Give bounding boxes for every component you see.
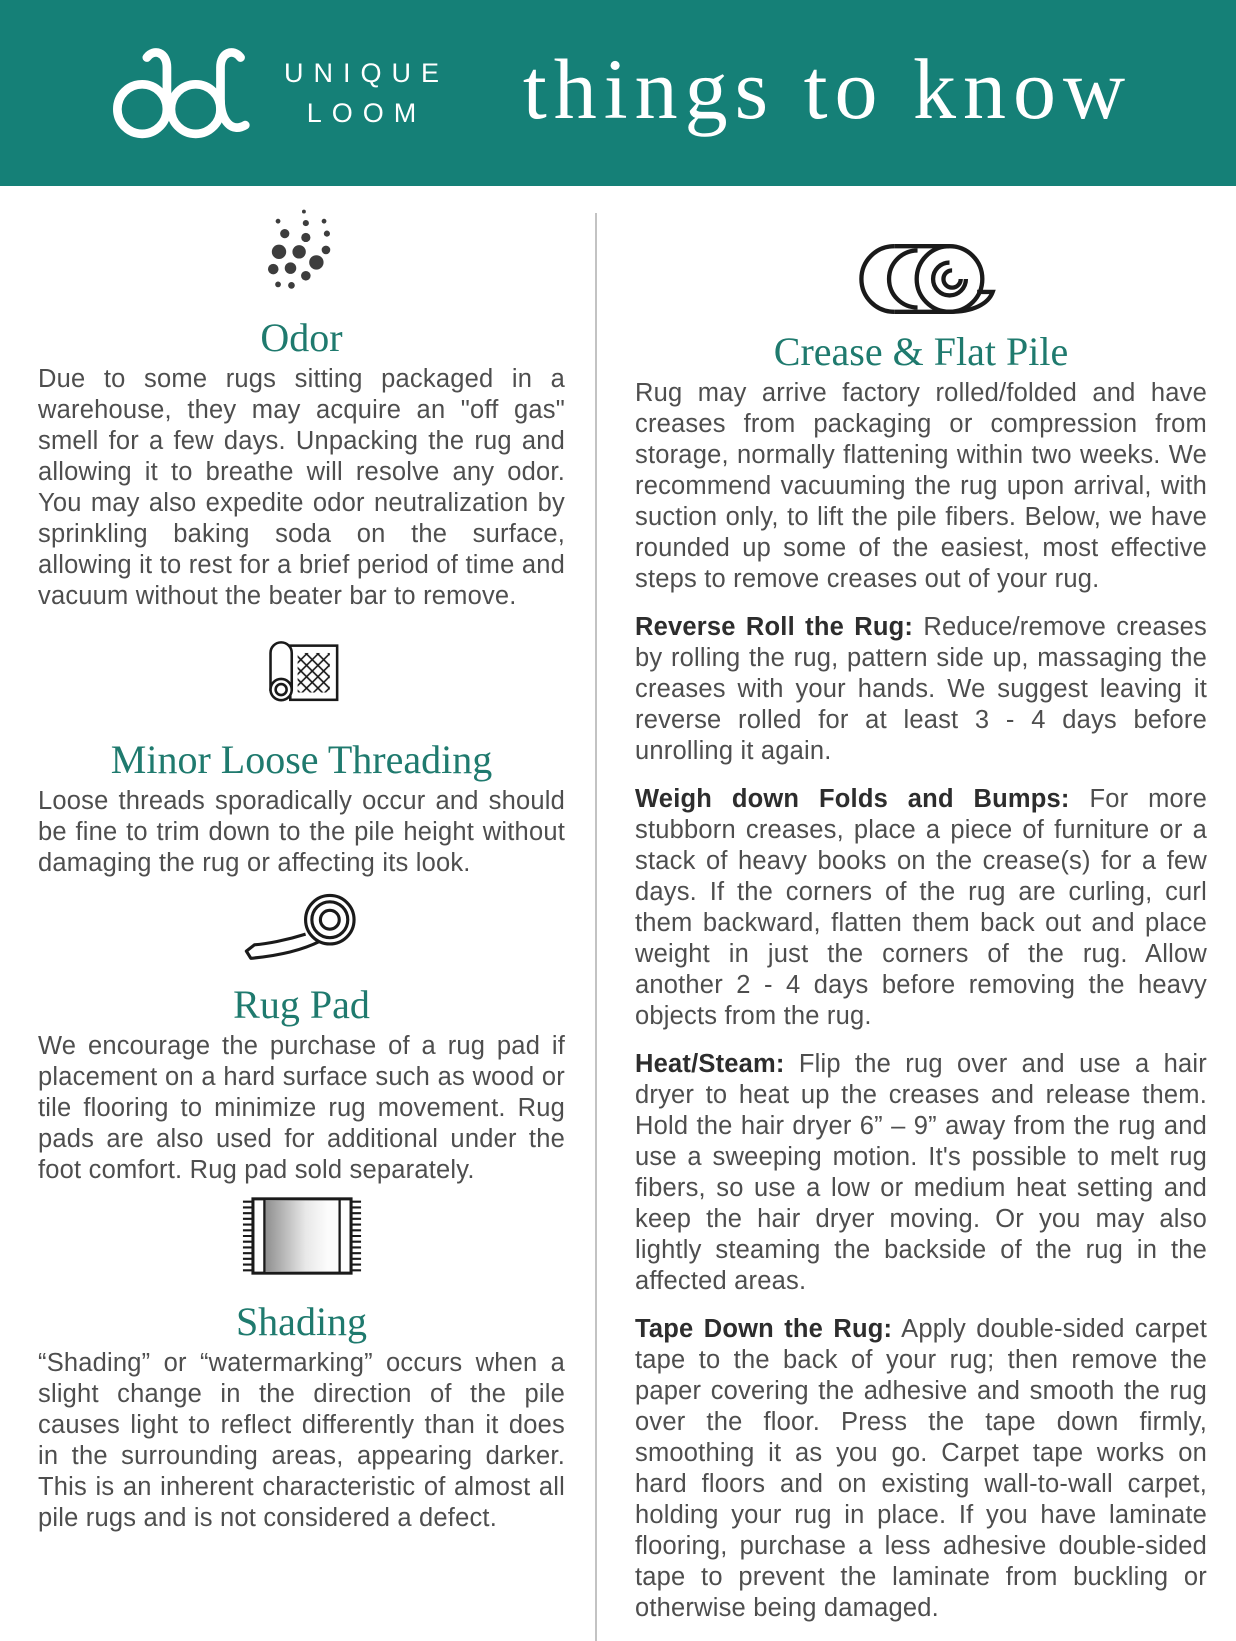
tip-label-weigh-down: Weigh down Folds and Bumps:: [635, 785, 1070, 813]
rolled-rug-icon: [38, 626, 565, 718]
unique-loom-glasses-logo-icon: [110, 44, 260, 142]
brand-name: [284, 53, 449, 133]
rug-pad-roll-icon: [38, 891, 565, 961]
section-body-minor-loose-threading: Loose threads sporadically occur and should be fine to trim down to the pile height without damaging the rug or affecting its look.: [38, 787, 565, 877]
section-minor-loose-threading: [38, 626, 565, 879]
tip-reverse-roll: [635, 612, 1207, 767]
section-heading-shading: Shading: [235, 1299, 368, 1344]
tip-tape-down: [635, 1314, 1207, 1624]
left-column: [38, 186, 565, 1641]
page-title: things to know: [522, 41, 1133, 137]
section-body-crease-intro: Rug may arrive factory rolled/folded and have creases from packaging or compression from storage, normally flattening within two weeks. We recommend vacuuming the rug upon arrival, with suction only, to lift the pile fibers. Below, we have rounded up some of the easiest, most effective steps to remove creases out of your rug.: [635, 379, 1207, 593]
brand-name-top: UNIQUE: [284, 58, 450, 88]
right-column: [635, 186, 1207, 1641]
section-odor: [38, 202, 565, 612]
creased-rug-roll-icon: [635, 240, 1207, 318]
column-divider: [595, 213, 597, 1641]
tip-label-reverse-roll: Reverse Roll the Rug:: [635, 613, 914, 641]
tip-text-tape-down: Apply double-sided carpet tape to the back of your rug; then remove the paper covering the adhesive and smooth the rug over the floor. Press the tape down firmly, smoothing it as you go. Carpet tape works on hard floors and on existing wall-to-wall carpet, holding your rug in place. If you have laminate flooring, purchase a less adhesive double-sided tape to prevent the laminate from buckling or otherwise being damaged.: [635, 1315, 1207, 1622]
section-shading: [38, 1196, 565, 1534]
section-body-shading: “Shading” or “watermarking” occurs when a slight change in the direction of the pile causes light to reflect differently than it does in the surrounding areas, appearing darker. This is an inherent characteristic of almost all pile rugs and is not considered a defect.: [38, 1349, 565, 1532]
shaded-rug-icon: [38, 1196, 565, 1276]
section-body-rug-pad: We encourage the purchase of a rug pad if placement on a hard surface such as wood or tile flooring to minimize rug movement. Rug pads are also used for additional under the foot comfort. Rug pad sold separately.: [38, 1032, 565, 1184]
section-heading-minor-loose-threading: Minor Loose Threading: [110, 737, 493, 782]
section-body-odor: Due to some rugs sitting packaged in a warehouse, they may acquire an "off gas" smell for a few days. Unpacking the rug and allowing it to breathe will resolve any odor. You may also expedite odor neutralization by sprinkling baking soda on the surface, allowing it to rest for a brief period of time and vacuum without the beater bar to remove.: [38, 365, 565, 610]
tip-label-tape-down: Tape Down the Rug:: [635, 1315, 893, 1343]
two-column-content: [0, 186, 1236, 1641]
tip-weigh-down: [635, 784, 1207, 1032]
odor-dots-icon: [38, 202, 565, 294]
header-banner: [0, 0, 1236, 186]
section-heading-rug-pad: Rug Pad: [233, 982, 370, 1027]
tip-text-weigh-down: For more stubborn creases, place a piece of furniture or a stack of heavy books on the crease(s) for a few days. If the corners of the rug are curling, curl them backward, flatten them back out and place weight in just the corners of the rug. Allow another 2 - 4 days before removing the heavy objects from the rug.: [635, 785, 1207, 1030]
tip-label-heat-steam: Heat/Steam:: [635, 1050, 785, 1078]
section-rug-pad: [38, 891, 565, 1186]
tip-text-heat-steam: Flip the rug over and use a hair dryer to heat up the creases and release them. Hold the hair dryer 6” – 9” away from the rug and use a sweeping motion. It's possible to melt rug fibers, so use a low or medium heat setting and keep the hair dryer moving. Or you may also lightly steaming the backside of the rug in the affected areas.: [635, 1050, 1207, 1295]
section-heading-crease-flat-pile: Crease & Flat Pile: [773, 329, 1069, 374]
brand-name-bottom: LOOM: [306, 98, 427, 128]
tip-text-reverse-roll: Reduce/remove creases by rolling the rug, pattern side up, massaging the creases with your hands. We suggest leaving it reverse rolled for at least 3 - 4 days before unrolling it again.: [635, 613, 1207, 765]
brand-logo: [110, 44, 449, 142]
section-heading-odor: Odor: [260, 315, 343, 360]
tip-heat-steam: [635, 1049, 1207, 1297]
